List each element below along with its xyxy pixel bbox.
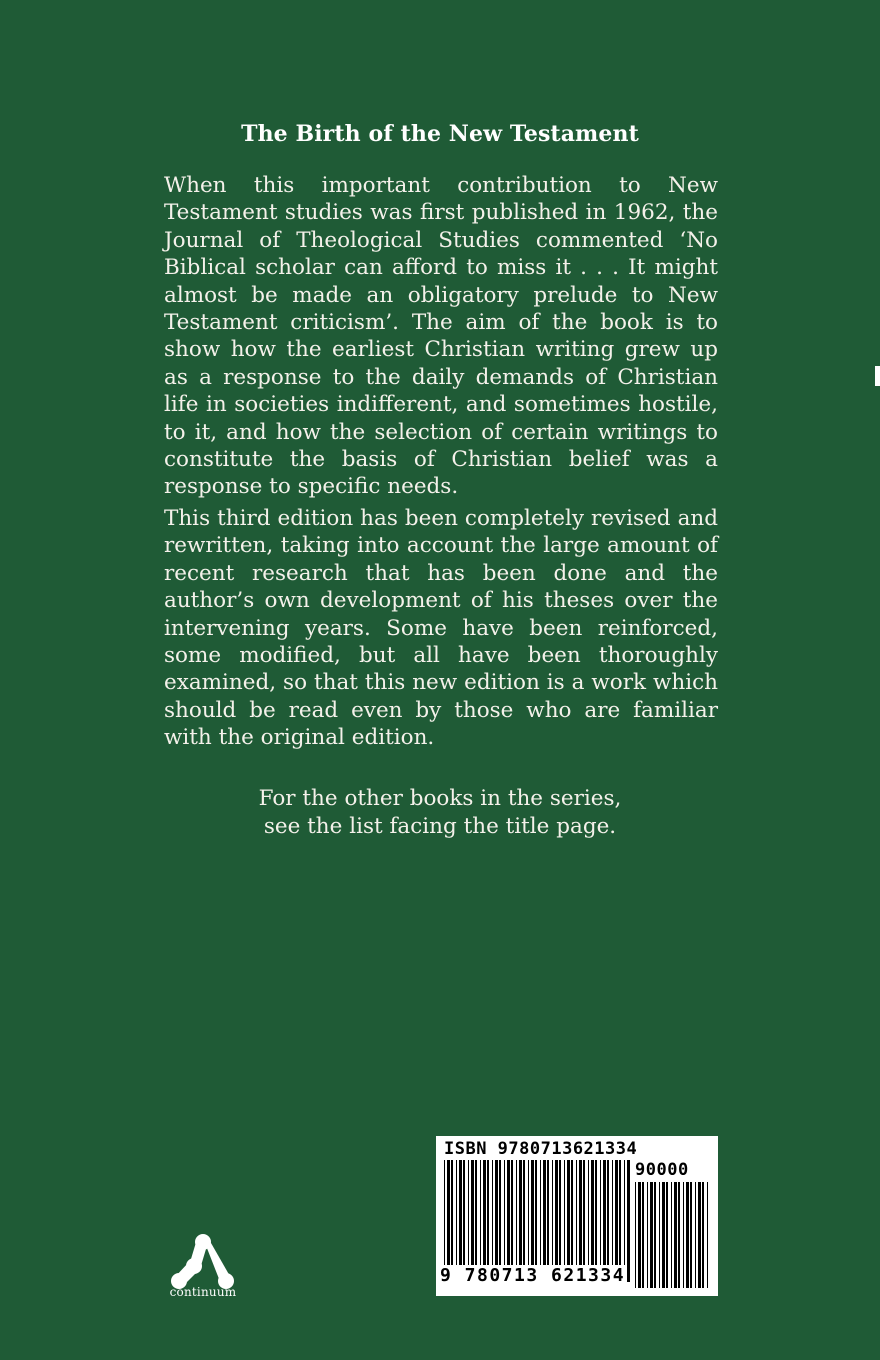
isbn-label: ISBN 9780713621334 [444, 1139, 638, 1159]
barcode-digits: 9 780713 621334 [440, 1265, 626, 1286]
barcode-bar [698, 1182, 701, 1288]
barcode-bar [447, 1160, 450, 1282]
barcode-bar [483, 1160, 486, 1282]
barcode-bar [624, 1160, 625, 1282]
barcode-bar [571, 1160, 573, 1282]
barcode-bar [535, 1160, 537, 1282]
publisher-name: continuum [169, 1285, 237, 1299]
barcode-bar [662, 1182, 665, 1288]
barcode-bar [671, 1182, 672, 1288]
barcode-bar [638, 1182, 641, 1288]
barcode-bar [627, 1160, 630, 1282]
barcode-bar [702, 1182, 704, 1288]
series-note-line-2: see the list facing the title page. [263, 814, 617, 839]
barcode-bar [499, 1160, 501, 1282]
barcode-bar [492, 1160, 493, 1282]
barcode-bar [635, 1182, 636, 1288]
barcode-bar [690, 1182, 692, 1288]
barcode-bar [543, 1160, 546, 1282]
barcode-bar [459, 1160, 462, 1282]
barcode-bar [516, 1160, 517, 1282]
isbn-barcode [436, 1136, 718, 1296]
barcode-bar [683, 1182, 684, 1288]
barcode-bar [552, 1160, 553, 1282]
barcode-bar [468, 1160, 469, 1282]
barcode-bar [567, 1160, 570, 1282]
barcode-bar [647, 1182, 648, 1288]
barcode-bar [487, 1160, 489, 1282]
book-title: The Birth of the New Testament [241, 121, 639, 147]
barcode-bar [678, 1182, 680, 1288]
barcode-bar [475, 1160, 477, 1282]
series-note-line-1: For the other books in the series, [258, 786, 622, 811]
barcode-bar [564, 1160, 565, 1282]
barcode-bar [463, 1160, 465, 1282]
barcode-bars-main [444, 1160, 630, 1282]
barcode-bar [695, 1182, 696, 1288]
barcode-bar [583, 1160, 585, 1282]
barcode-bar [531, 1160, 534, 1282]
price-code: 90000 [635, 1160, 689, 1180]
barcode-bar [654, 1182, 656, 1288]
barcode-bar [650, 1182, 653, 1288]
barcode-bar [642, 1182, 644, 1288]
barcode-bar [588, 1160, 589, 1282]
barcode-bar [666, 1182, 668, 1288]
barcode-bar [555, 1160, 558, 1282]
barcode-bar [607, 1160, 609, 1282]
barcode-bar [659, 1182, 660, 1288]
barcode-bar [480, 1160, 481, 1282]
barcode-bar [444, 1160, 445, 1282]
barcode-bars-supplement [635, 1182, 710, 1288]
barcode-bar [471, 1160, 474, 1282]
barcode-bar [504, 1160, 505, 1282]
spine-edge-mark [875, 366, 880, 386]
barcode-bar [528, 1160, 529, 1282]
barcode-bar [591, 1160, 594, 1282]
logo-stroke-right [203, 1238, 231, 1284]
barcode-bar [511, 1160, 513, 1282]
barcode-bar [595, 1160, 597, 1282]
barcode-bar [615, 1160, 618, 1282]
barcode-bar [619, 1160, 621, 1282]
barcode-bar [612, 1160, 613, 1282]
barcode-bar [603, 1160, 606, 1282]
barcode-bar [579, 1160, 582, 1282]
barcode-bar [686, 1182, 689, 1288]
barcode-bar [451, 1160, 453, 1282]
blurb-paragraph-1: When this important contribution to New Testament studies was first published in 1962, the Journal of Theological Studies commented ‘No Biblical scholar can afford to miss it . . . It might almost be made an obligatory prelude to New Testament criticism’. The aim of the book is to show how the earliest Christian writing grew up as a response to the daily demands of Christian life in societies indifferent, and sometimes hostile, to it, and how the selection of certain writings to constitute the basis of Christian belief was a response to specific needs. [164, 173, 718, 500]
barcode-bar [523, 1160, 525, 1282]
barcode-bar [519, 1160, 522, 1282]
barcode-bar [540, 1160, 541, 1282]
barcode-bar [559, 1160, 561, 1282]
barcode-bar [674, 1182, 677, 1288]
barcode-bar [547, 1160, 549, 1282]
series-note [0, 785, 880, 841]
barcode-bar [495, 1160, 498, 1282]
barcode-bar [600, 1160, 601, 1282]
barcode-bar [576, 1160, 577, 1282]
blurb-paragraph-2: This third edition has been completely revised and rewritten, taking into account the large amount of recent research that has been done and the author’s own development of his theses over the intervening years. Some have been reinforced, some modified, but all have been thoroughly examined, so that this new edition is a work which should be read even by those who are familiar with the original edition. [164, 506, 718, 751]
barcode-bar [456, 1160, 457, 1282]
barcode-bar [707, 1182, 708, 1288]
barcode-bar [507, 1160, 510, 1282]
